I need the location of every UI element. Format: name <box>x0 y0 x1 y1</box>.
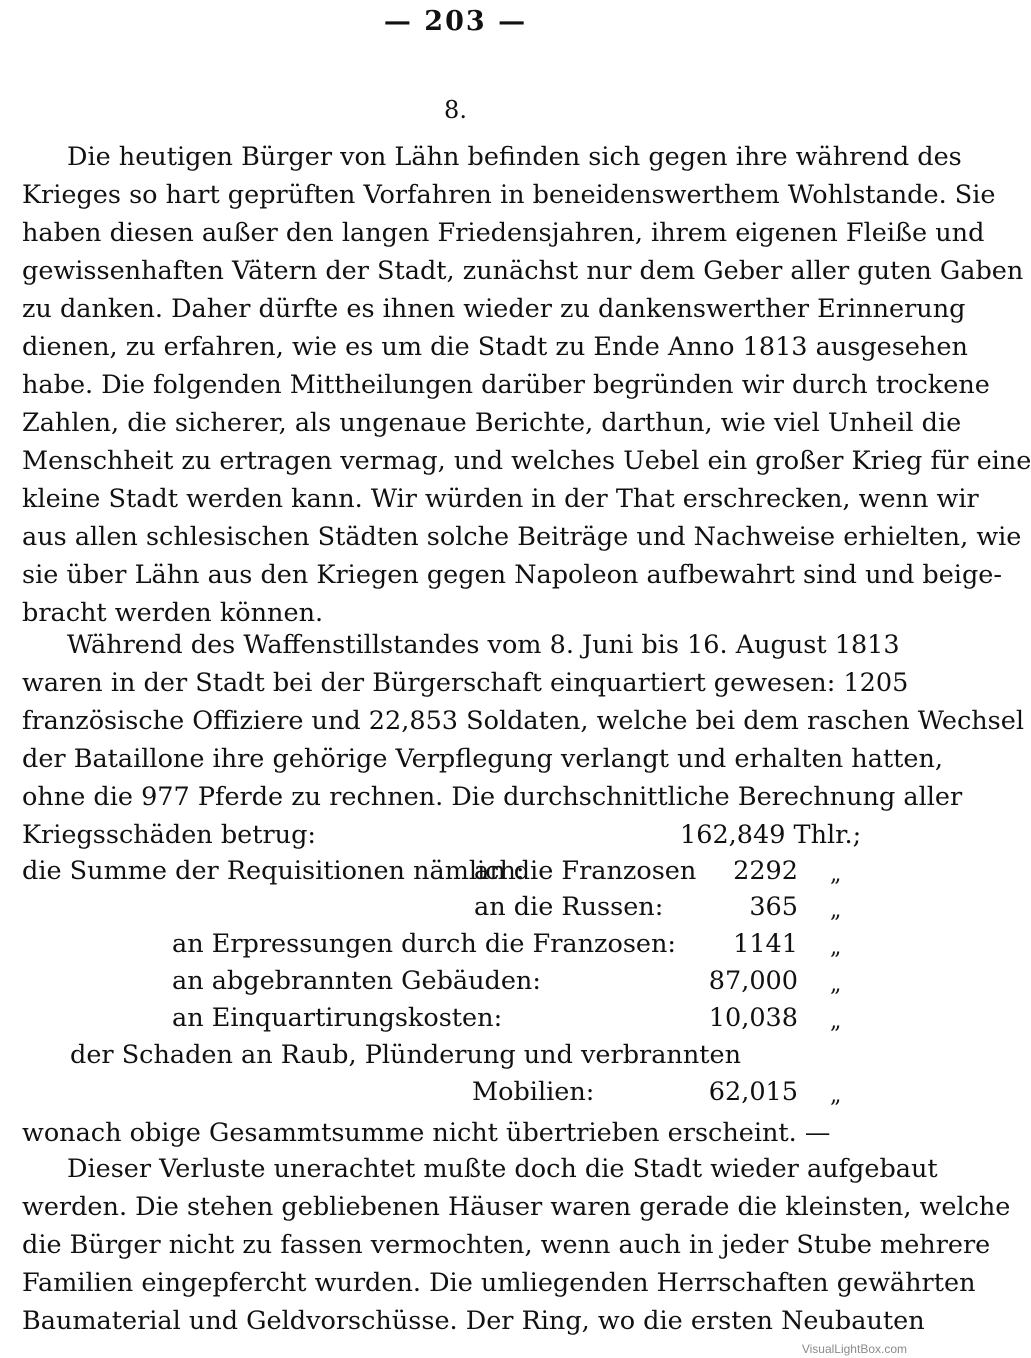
text-line: Krieges so hart geprüften Vorfahren in beneidenswerthem Wohlstande. Sie <box>22 180 996 210</box>
text-line: Zahlen, die sicherer, als ungenaue Berichte, darthun, wie viel Unheil die <box>22 408 962 438</box>
buildings-label: an abgebrannten Gebäuden: <box>172 966 541 996</box>
quartering-amount: 10,038 <box>708 1003 798 1033</box>
total-amount: 162,849 Thlr.; <box>680 820 862 850</box>
extortion-amount: 1141 <box>733 929 798 959</box>
text-line: Baumaterial und Geldvorschüsse. Der Ring, wo die ersten Neubauten <box>22 1306 925 1336</box>
text-line: werden. Die stehen gebliebenen Häuser waren gerade die kleinsten, welche <box>22 1192 1011 1222</box>
furniture-label: Mobilien: <box>472 1077 595 1107</box>
ditto-mark: „ <box>830 972 842 997</box>
watermark: VisualLightBox.com <box>801 1342 907 1356</box>
text-line: Menschheit zu ertragen vermag, und welches Uebel ein großer Krieg für eine <box>22 446 1031 476</box>
furniture-amount: 62,015 <box>708 1077 798 1107</box>
ditto-mark: „ <box>830 1083 842 1108</box>
text-line: sie über Lähn aus den Kriegen gegen Napoleon aufbewahrt sind und beige- <box>22 560 1002 590</box>
russian-amount: 365 <box>749 892 798 922</box>
text-line: kleine Stadt werden kann. Wir würden in der That erschrecken, wenn wir <box>22 484 979 514</box>
total-label: Kriegsschäden betrug: <box>22 820 317 850</box>
text-line: habe. Die folgenden Mittheilungen darüber begründen wir durch trockene <box>22 370 990 400</box>
ditto-mark: „ <box>830 935 842 960</box>
french-label: an die Franzosen <box>474 856 697 886</box>
text-line: gewissenhaften Vätern der Stadt, zunächst nur dem Geber aller guten Gaben <box>22 256 1024 286</box>
ditto-mark: „ <box>830 862 842 887</box>
text-line: ohne die 977 Pferde zu rechnen. Die durchschnittliche Berechnung aller <box>22 782 963 812</box>
section-number: 8. <box>444 96 467 124</box>
page-number: — 203 — <box>383 6 528 37</box>
plunder-label: der Schaden an Raub, Plünderung und verbrannten <box>70 1040 742 1070</box>
ditto-mark: „ <box>830 898 842 923</box>
text-line: Während des Waffenstillstandes vom 8. Juni bis 16. August 1813 <box>67 630 900 660</box>
text-line: bracht werden können. <box>22 598 324 628</box>
text-line: Die heutigen Bürger von Lähn befinden sich gegen ihre während des <box>67 142 962 172</box>
french-amount: 2292 <box>733 856 798 886</box>
text-line: zu danken. Daher dürfte es ihnen wieder zu dankenswerther Erinnerung <box>22 294 966 324</box>
quartering-label: an Einquartirungskosten: <box>172 1003 503 1033</box>
text-line: Familien eingepfercht wurden. Die umliegenden Herrschaften gewährten <box>22 1268 976 1298</box>
text-line: der Bataillone ihre gehörige Verpflegung verlangt und erhalten hatten, <box>22 744 944 774</box>
buildings-amount: 87,000 <box>708 966 798 996</box>
text-line: französische Offiziere und 22,853 Soldaten, welche bei dem raschen Wechsel <box>22 706 1025 736</box>
text-line: die Bürger nicht zu fassen vermochten, wenn auch in jeder Stube mehrere <box>22 1230 991 1260</box>
closing-line: wonach obige Gesammtsumme nicht übertrieben erscheint. — <box>22 1118 831 1148</box>
text-line: waren in der Stadt bei der Bürgerschaft einquartiert gewesen: 1205 <box>22 668 909 698</box>
text-line: haben diesen außer den langen Friedensjahren, ihrem eigenen Fleiße und <box>22 218 985 248</box>
text-line: dienen, zu erfahren, wie es um die Stadt zu Ende Anno 1813 ausgesehen <box>22 332 968 362</box>
ditto-mark: „ <box>830 1009 842 1034</box>
extortion-label: an Erpressungen durch die Franzosen: <box>172 929 677 959</box>
russian-label: an die Russen: <box>474 892 664 922</box>
requisitions-label: die Summe der Requisitionen nämlich: <box>22 856 525 886</box>
text-line: Dieser Verluste unerachtet mußte doch die Stadt wieder aufgebaut <box>67 1154 938 1184</box>
text-line: aus allen schlesischen Städten solche Beiträge und Nachweise erhielten, wie <box>22 522 1022 552</box>
